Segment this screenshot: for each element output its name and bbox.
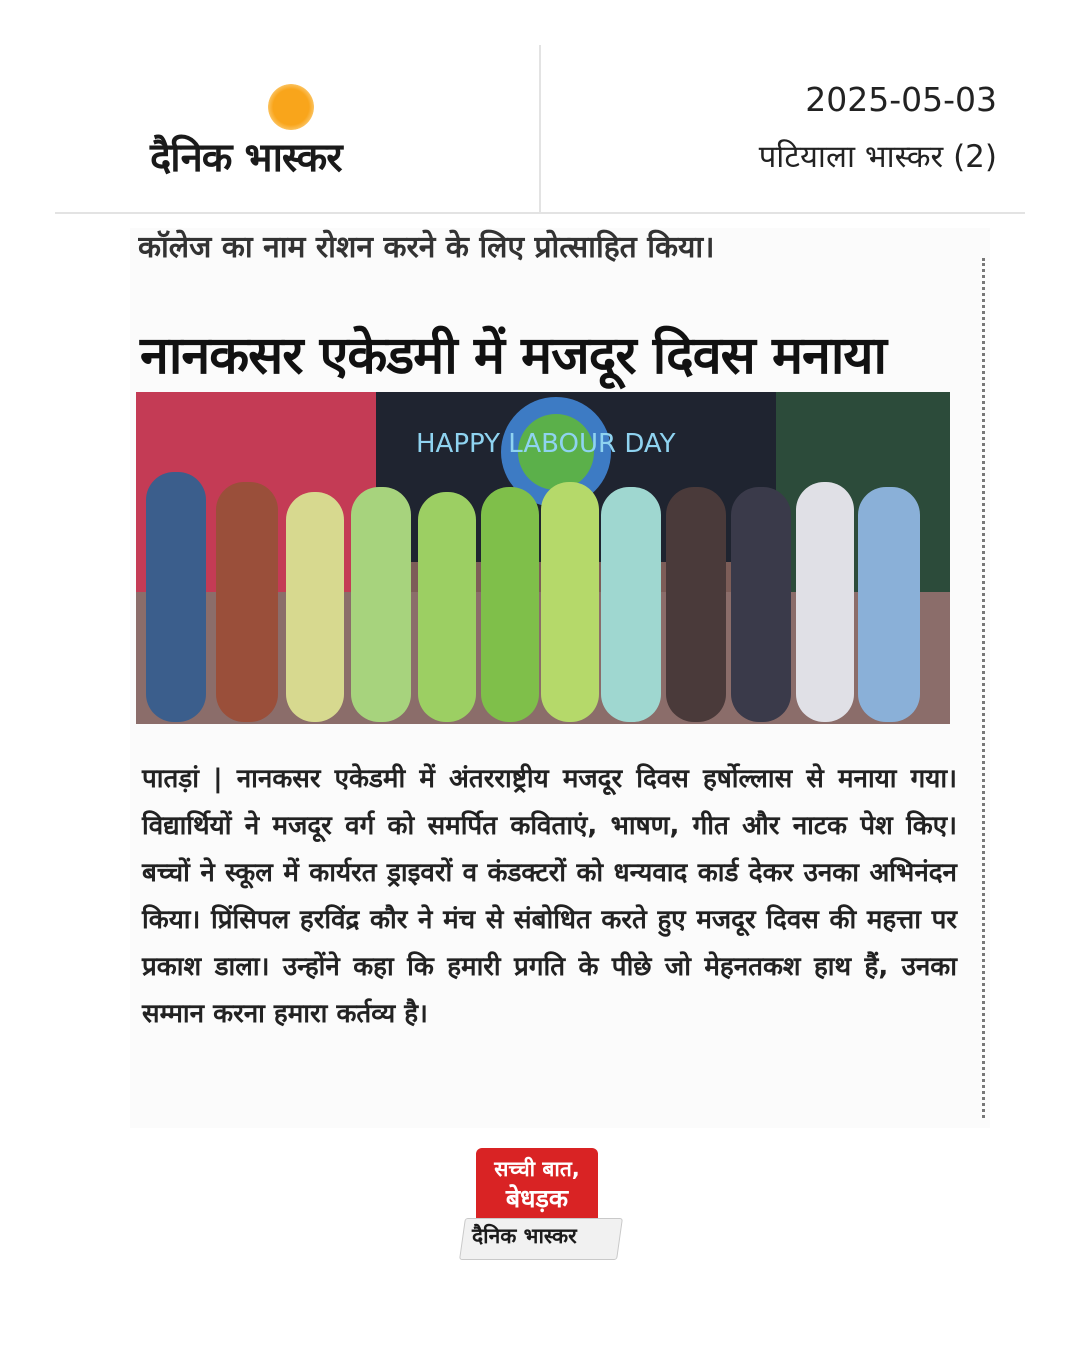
dainik-bhaskar-logo — [150, 80, 440, 190]
publication-date: 2025-05-03 — [805, 80, 997, 119]
page-header — [0, 0, 1080, 215]
header-horizontal-divider — [55, 212, 1025, 214]
headline: नानकसर एकेडमी में मजदूर दिवस मनाया — [140, 326, 886, 386]
header-vertical-divider — [539, 45, 541, 213]
group-photo — [136, 392, 950, 724]
logo-wordmark: दैनिक भास्कर — [150, 135, 342, 181]
sun-icon — [268, 84, 314, 130]
dateline-separator: | — [213, 764, 237, 794]
footer-brand: दैनिक भास्कर — [472, 1224, 577, 1248]
slogan-box — [476, 1148, 598, 1224]
article-text: नानकसर एकेडमी में अंतरराष्ट्रीय मजदूर दिवस हर्षोल्लास से मनाया गया। विद्यार्थियों ने मजदूर वर्ग को समर्पित कविताएं, भाषण, गीत और नाटक पेश किए। बच्चों ने स्कूल में कार्यरत ड्राइवरों व कंडक्टरों को धन्यवाद कार्ड देकर उनका अभिनंदन किया। प्रिंसिपल हरविंद्र कौर ने मंच से संबोधित करते हुए मजदूर दिवस की महत्ता पर प्रकाश डाला। उन्होंने कहा कि हमारी प्रगति के पीछे जो मेहनतकश हाथ हैं, उनका सम्मान करना हमारा कर्तव्य है। — [142, 764, 957, 1029]
people-silhouettes — [146, 472, 920, 722]
newspaper-clipping — [130, 228, 990, 1128]
photo-banner-text: HAPPY LABOUR DAY — [416, 429, 676, 459]
article-body — [142, 756, 957, 1038]
slogan-line-2: बेधड़क — [505, 1184, 569, 1213]
edition-name: पटियाला भास्कर (2) — [758, 139, 997, 175]
slogan-line-1: सच्ची बात, — [494, 1157, 580, 1181]
group-photo-illustration — [136, 392, 950, 724]
sachchi-baat-bedhadak-badge — [462, 1148, 618, 1268]
adjacent-column-edge — [982, 258, 993, 1118]
previous-story-fragment: कॉलेज का नाम रोशन करने के लिए प्रोत्साहित किया। — [138, 230, 715, 265]
dateline: पातड़ां — [142, 764, 199, 794]
